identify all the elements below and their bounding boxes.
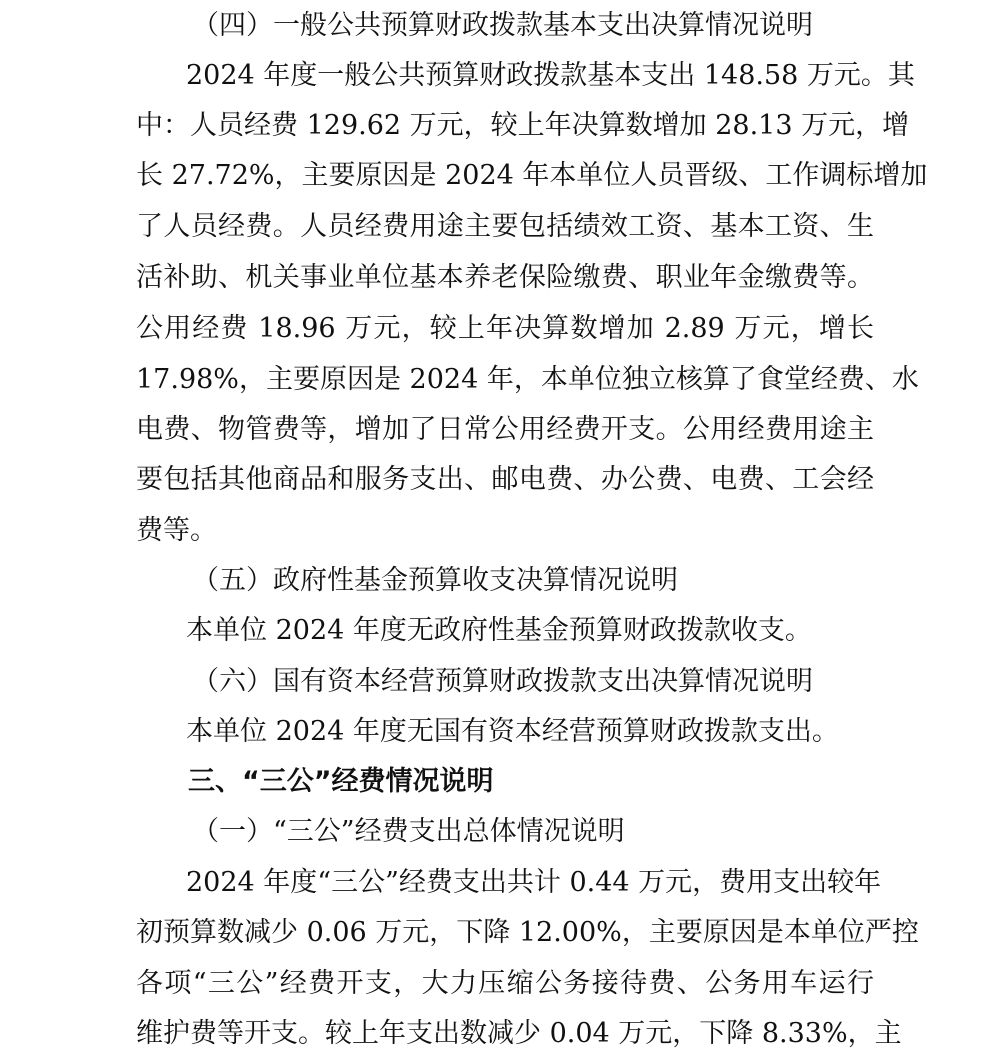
paragraph-line: 本单位 2024 年度无政府性基金预算财政拨款收支。	[186, 615, 812, 646]
section-heading-three-public-overall: （一）“三公”经费支出总体情况说明	[192, 816, 625, 847]
paragraph-line: 各项“三公”经费开支，大力压缩公务接待费、公务用车运行	[136, 968, 874, 999]
paragraph-line: 维护费等开支。较上年支出数减少 0.04 万元，下降 8.33%，主	[136, 1018, 902, 1049]
paragraph-line: 本单位 2024 年度无国有资本经营预算财政拨款支出。	[186, 716, 839, 747]
paragraph-line: 2024 年度“三公”经费支出共计 0.44 万元，费用支出较年	[186, 867, 882, 898]
paragraph-line: 中：人员经费 129.62 万元，较上年决算数增加 28.13 万元，增	[136, 110, 910, 141]
paragraph-line: 费等。	[136, 515, 217, 546]
paragraph-line: 初预算数减少 0.06 万元，下降 12.00%，主要原因是本单位严控	[136, 917, 919, 948]
paragraph-line: 活补助、机关事业单位基本养老保险缴费、职业年金缴费等。	[136, 262, 874, 293]
section-heading-state-capital: （六）国有资本经营预算财政拨款支出决算情况说明	[192, 666, 813, 697]
paragraph-line: 要包括其他商品和服务支出、邮电费、办公费、电费、工会经	[136, 464, 874, 495]
section-heading-government-fund: （五）政府性基金预算收支决算情况说明	[192, 565, 678, 596]
section-heading-basic-expenditure: （四）一般公共预算财政拨款基本支出决算情况说明	[192, 10, 813, 41]
paragraph-line: 长 27.72%，主要原因是 2024 年本单位人员晋级、工作调标增加	[136, 160, 928, 191]
paragraph-line: 了人员经费。人员经费用途主要包括绩效工资、基本工资、生	[136, 211, 874, 242]
chapter-heading-three-public: 三、“三公”经费情况说明	[188, 766, 494, 797]
paragraph-line: 公用经费 18.96 万元，较上年决算数增加 2.89 万元，增长	[136, 313, 874, 344]
paragraph-line: 电费、物管费等，增加了日常公用经费开支。公用经费用途主	[136, 414, 874, 445]
paragraph-line: 2024 年度一般公共预算财政拨款基本支出 148.58 万元。其	[186, 60, 915, 91]
paragraph-line: 17.98%，主要原因是 2024 年，本单位独立核算了食堂经费、水	[136, 364, 919, 395]
